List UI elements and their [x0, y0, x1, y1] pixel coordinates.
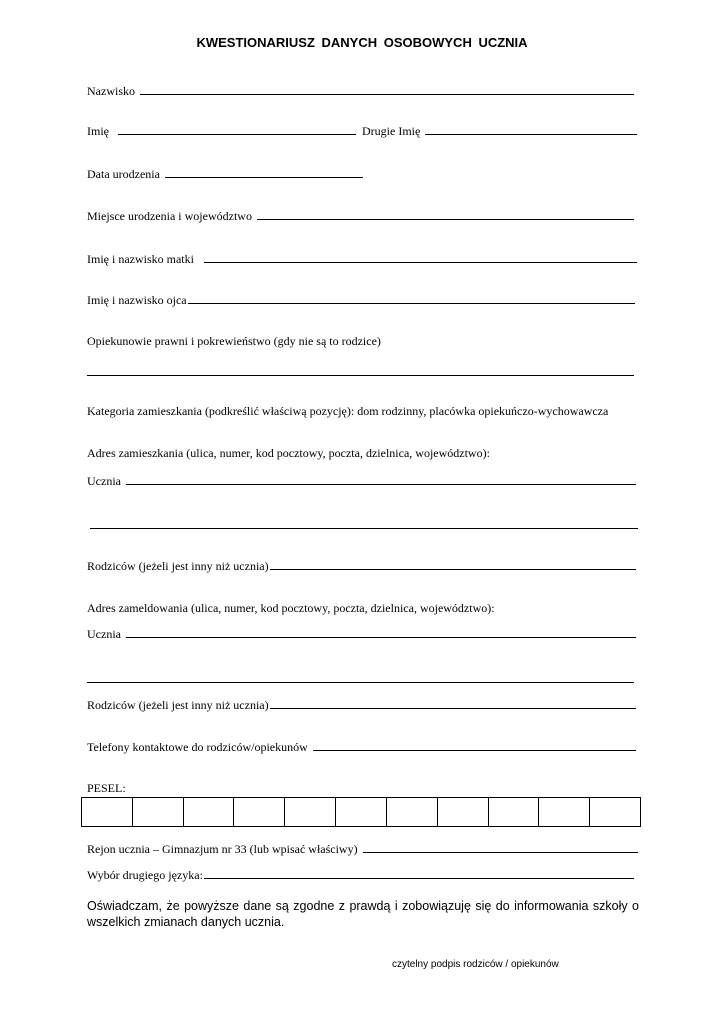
pesel-digit-cell[interactable]	[489, 798, 540, 826]
residence-address-label: Adres zamieszkania (ulica, numer, kod pocztowy, poczta, dzielnica, województwo):	[87, 446, 490, 460]
pesel-digit-cell[interactable]	[336, 798, 387, 826]
guardians-field[interactable]	[87, 375, 634, 376]
form-title: KWESTIONARIUSZ DANYCH OSOBOWYCH UCZNIA	[196, 35, 528, 50]
registration-address-label: Adres zameldowania (ulica, numer, kod pocztowy, poczta, dzielnica, województwo):	[87, 601, 495, 615]
birth-date-label: Data urodzenia	[87, 167, 160, 181]
mother-row	[87, 252, 637, 267]
pesel-digit-cell[interactable]	[590, 798, 640, 826]
guardians-label: Opiekunowie prawni i pokrewieństwo (gdy nie są to rodzice)	[87, 334, 381, 348]
signature-caption: czytelny podpis rodziców / opiekunów	[392, 959, 559, 970]
parents-registration-label: Rodziców (jeżeli jest inny niż ucznia)	[87, 698, 269, 712]
student-registration-row	[87, 627, 636, 642]
pesel-digit-cell[interactable]	[285, 798, 336, 826]
pesel-digit-cell[interactable]	[234, 798, 285, 826]
father-row	[87, 293, 635, 308]
student-residence-row	[87, 474, 636, 489]
pesel-digit-cell[interactable]	[438, 798, 489, 826]
birth-date-row	[87, 167, 363, 182]
second-language-field[interactable]	[204, 868, 634, 879]
contact-phones-label: Telefony kontaktowe do rodziców/opiekunów	[87, 740, 308, 754]
residence-category-label: Kategoria zamieszkania (podkreślić właściwą pozycję): dom rodzinny, placówka opiekuńczo-wychowawcza	[87, 404, 609, 418]
mother-name-label: Imię i nazwisko matki	[87, 252, 194, 266]
names-row	[87, 124, 637, 139]
mother-name-field[interactable]	[204, 252, 637, 263]
pesel-digit-cell[interactable]	[82, 798, 133, 826]
parents-registration-row	[87, 698, 636, 713]
student-residence-field[interactable]	[126, 474, 636, 485]
student-residence-label: Ucznia	[87, 474, 121, 488]
first-name-field[interactable]	[118, 124, 356, 135]
surname-row	[87, 84, 634, 99]
student-registration-field[interactable]	[126, 627, 636, 638]
student-registration-label: Ucznia	[87, 627, 121, 641]
contact-phones-row	[87, 740, 636, 755]
parents-residence-row	[87, 559, 636, 574]
district-row	[87, 842, 638, 857]
father-name-label: Imię i nazwisko ojca	[87, 293, 187, 307]
parents-residence-label: Rodziców (jeżeli jest inny niż ucznia)	[87, 559, 269, 573]
surname-label: Nazwisko	[87, 84, 135, 98]
pesel-digit-cell[interactable]	[133, 798, 184, 826]
second-language-row	[87, 868, 634, 883]
district-field[interactable]	[363, 842, 638, 853]
pesel-digit-cell[interactable]	[184, 798, 235, 826]
student-registration-field-2[interactable]	[87, 682, 634, 683]
pesel-grid	[81, 797, 641, 827]
pesel-digit-cell[interactable]	[387, 798, 438, 826]
surname-field[interactable]	[140, 84, 634, 95]
pesel-label: PESEL:	[87, 781, 126, 795]
birth-place-field[interactable]	[257, 209, 634, 220]
second-name-label: Drugie Imię	[362, 124, 421, 138]
first-name-label: Imię	[87, 124, 109, 138]
father-name-field[interactable]	[188, 293, 635, 304]
birth-date-field[interactable]	[165, 167, 363, 178]
birth-place-row	[87, 209, 634, 224]
parents-registration-field[interactable]	[270, 698, 636, 709]
birth-place-label: Miejsce urodzenia i województwo	[87, 209, 252, 223]
student-residence-field-2[interactable]	[90, 528, 638, 529]
second-language-label: Wybór drugiego języka:	[87, 868, 203, 882]
second-name-field[interactable]	[425, 124, 637, 135]
pesel-digit-cell[interactable]	[539, 798, 590, 826]
declaration-text: Oświadczam, że powyższe dane są zgodne z prawdą i zobowiązuję się do informowania szkoły o wszelkich zmianach danych ucznia.	[87, 899, 639, 929]
district-label: Rejon ucznia – Gimnazjum nr 33 (lub wpisać właściwy)	[87, 842, 358, 856]
contact-phones-field[interactable]	[313, 740, 636, 751]
parents-residence-field[interactable]	[270, 559, 636, 570]
